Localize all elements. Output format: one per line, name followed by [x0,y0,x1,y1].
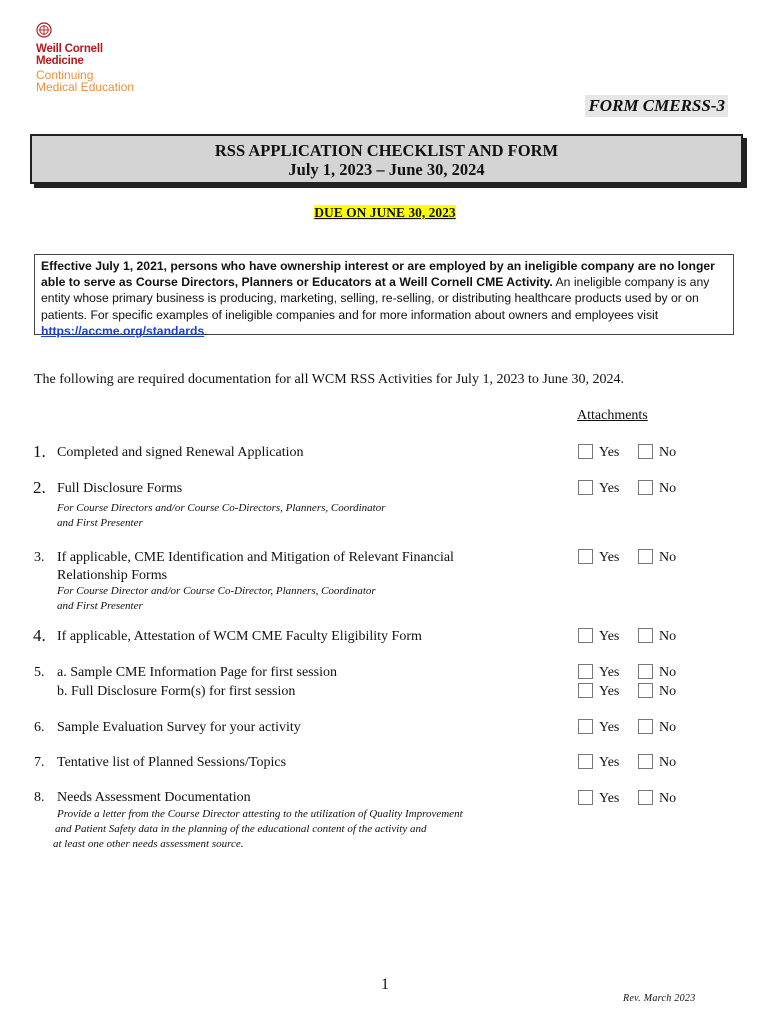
item-1-number: 1. [33,442,46,461]
item-8-no-checkbox[interactable] [638,790,653,805]
weill-cornell-seal-icon [36,22,52,40]
item-2-text: Full Disclosure Forms [57,481,183,496]
item-5b-text: b. Full Disclosure Form(s) for first session [57,684,296,699]
item-8-yes-checkbox[interactable] [578,790,593,805]
item-8-sub-3: at least one other needs assessment source. [53,838,244,850]
due-date [0,204,770,222]
logo-line-1: Weill Cornell [36,43,103,55]
item-5-number: 5. [34,665,45,680]
item-4-yes-label: Yes [599,629,620,644]
item-6-no-checkbox[interactable] [638,719,653,734]
item-3-text: If applicable, CME Identification and Mitigation of Relevant Financial [57,550,454,565]
item-5b-yes-label: Yes [599,684,620,699]
item-3-number: 3. [34,550,45,565]
item-3-yes-label: Yes [599,550,620,565]
item-2-number: 2. [33,478,46,497]
item-5b-no-label: No [659,684,677,699]
item-7-yes-checkbox[interactable] [578,754,593,769]
logo-line-2: Medicine [36,55,84,67]
item-5a-yes-label: Yes [599,665,620,680]
item-3-sub-1: For Course Director and/or Course Co-Director, Planners, Coordinator [57,585,376,597]
item-6-yes-label: Yes [599,720,620,735]
item-4-no-label: No [659,629,677,644]
item-4-text: If applicable, Attestation of WCM CME Faculty Eligibility Form [57,629,422,644]
page-number: 1 [381,976,389,993]
item-1-yes-checkbox[interactable] [578,444,593,459]
item-2-no-checkbox[interactable] [638,480,653,495]
item-8-yes-label: Yes [599,791,620,806]
accme-standards-link[interactable]: https://accme.org/standards [41,323,205,338]
item-8-text: Needs Assessment Documentation [57,790,251,805]
item-5a-text: a. Sample CME Information Page for first session [57,665,337,680]
item-3-no-label: No [659,550,677,565]
item-4-number: 4. [33,626,46,645]
item-8-sub-2: and Patient Safety data in the planning of the educational content of the activity and [55,823,427,835]
item-7-number: 7. [34,755,45,770]
logo-line-3: Continuing [36,68,94,82]
item-6-number: 6. [34,720,45,735]
item-8-number: 8. [34,790,45,805]
wcm-cme-logo [34,22,154,94]
item-7-no-label: No [659,755,677,770]
item-1-yes-label: Yes [599,445,620,460]
item-1-no-checkbox[interactable] [638,444,653,459]
notice-end: . [204,323,208,338]
notice-bold-text: Effective July 1, 2021, persons who have ownership interest or are employed by an ineligible company are no longer able to serve as Course Directors, Planners or Educators at a Weill Cornell CME Activity. [41,259,715,290]
item-4-no-checkbox[interactable] [638,628,653,643]
item-5b-no-checkbox[interactable] [638,683,653,698]
item-5a-no-checkbox[interactable] [638,664,653,679]
ineligible-company-notice [34,254,734,338]
item-5b-yes-checkbox[interactable] [578,683,593,698]
item-5a-no-label: No [659,665,677,680]
logo-line-4: Medical Education [36,80,135,94]
title-line-2: July 1, 2023 – June 30, 2024 [288,160,485,179]
item-3-sub-2: and First Presenter [57,600,143,612]
revision-date: Rev. March 2023 [623,993,696,1004]
item-7-yes-label: Yes [599,755,620,770]
item-7-no-checkbox[interactable] [638,754,653,769]
item-1-text: Completed and signed Renewal Application [57,445,304,460]
intro-text: The following are required documentation for all WCM RSS Activities for July 1, 2023 to June 30, 2024. [34,372,624,387]
item-3-no-checkbox[interactable] [638,549,653,564]
item-6-text: Sample Evaluation Survey for your activity [57,720,301,735]
item-6-no-label: No [659,720,677,735]
item-2-yes-checkbox[interactable] [578,480,593,495]
item-4-yes-checkbox[interactable] [578,628,593,643]
item-2-sub-2: and First Presenter [57,517,143,529]
item-2-sub-1: For Course Directors and/or Course Co-Directors, Planners, Coordinator [57,502,386,514]
item-8-sub-1: Provide a letter from the Course Director attesting to the utilization of Quality Improvement [57,808,463,820]
item-6-yes-checkbox[interactable] [578,719,593,734]
item-8-no-label: No [659,791,677,806]
item-2-yes-label: Yes [599,481,620,496]
item-5a-yes-checkbox[interactable] [578,664,593,679]
form-id: FORM CMERSS-3 [585,95,728,117]
notice-text: An ineligible company is any entity whose primary business is producing, marketing, selling, re-selling, or distributing healthcare products used by or on patients. For specific examples of ineligible companies and for more information about owners and employees visit [41,275,710,322]
item-2-no-label: No [659,481,677,496]
title-line-1: RSS APPLICATION CHECKLIST AND FORM [214,141,559,160]
item-7-text: Tentative list of Planned Sessions/Topics [57,755,287,770]
item-3-yes-checkbox[interactable] [578,549,593,564]
due-date-text: DUE ON JUNE 30, 2023 [314,205,456,220]
attachments-header: Attachments [577,408,648,423]
title-box [30,134,743,184]
item-3-text-2: Relationship Forms [57,568,168,583]
item-1-no-label: No [659,445,677,460]
